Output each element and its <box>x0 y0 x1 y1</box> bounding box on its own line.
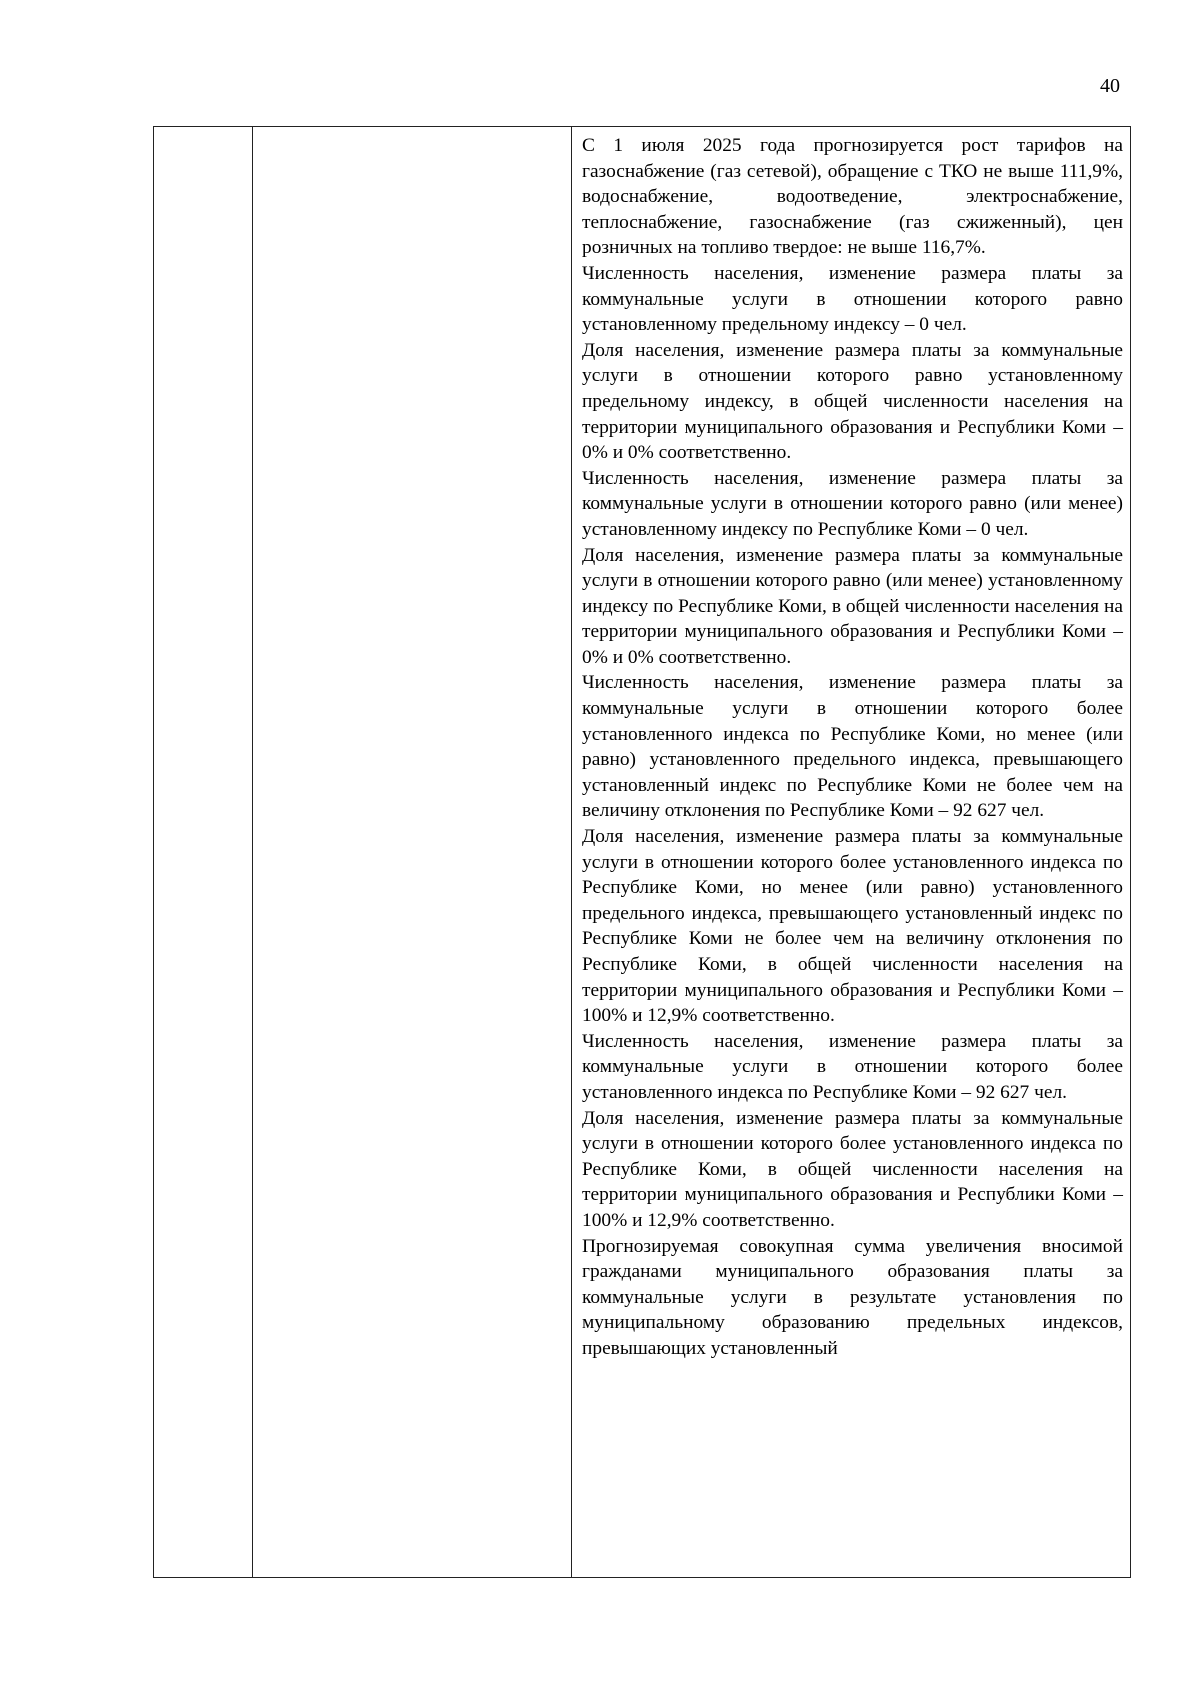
paragraph-tariff-growth: С 1 июля 2025 года прогнозируется рост тарифов на газоснабжение (газ сетевой), обращение с ТКО не выше 111,9%, водоснабжение, водоотведение, электроснабжение, теплоснабжение, газоснабжение (газ сжиженный), цен розничных на топливо твердое: не выше 116,7%. <box>582 135 1123 259</box>
paragraph-share-within-deviation: Доля населения, изменение размера платы за коммунальные услуги в отношении которого более установленного индекса по Республике Коми, но менее (или равно) установленного предельного индекса, превышающего установленный индекс по Республике Коми не более чем на величину отклонения по Республике Коми, в общей численности населения на территории муниципального образования и Республики Коми – 100% и 12,9% соответственно. <box>582 826 1123 1027</box>
paragraph-population-equal-or-less-index: Численность населения, изменение размера платы за коммунальные услуги в отношении которого равно (или менее) установленному индексу по Республике Коми – 0 чел. <box>582 467 1123 540</box>
paragraph-share-above-index: Доля населения, изменение размера платы за коммунальные услуги в отношении которого более установленного индекса по Республике Коми, в общей численности населения на территории муниципального образования и Республики Коми – 100% и 12,9% соответственно. <box>582 1107 1123 1231</box>
paragraph-population-above-index: Численность населения, изменение размера платы за коммунальные услуги в отношении которого более установленного индекса по Республике Коми – 92 627 чел. <box>582 1030 1123 1103</box>
paragraph-share-equal-or-less-index: Доля населения, изменение размера платы за коммунальные услуги в отношении которого равно (или менее) установленному индексу по Республике Коми, в общей численности населения на территории муниципального образования и Республики Коми – 0% и 0% соответственно. <box>582 544 1123 668</box>
paragraph-population-equal-limit: Численность населения, изменение размера платы за коммунальные услуги в отношении которого равно установленному предельному индексу – 0 чел. <box>582 262 1123 336</box>
document-table <box>153 126 1131 1578</box>
paragraph-share-equal-limit: Доля населения, изменение размера платы за коммунальные услуги в отношении которого равно установленному предельному индексу, в общей численности населения на территории муниципального образования и Республики Коми – 0% и 0% соответственно. <box>582 339 1123 464</box>
page-number: 40 <box>1100 75 1120 97</box>
column-divider-1 <box>252 127 253 1577</box>
right-cell-text <box>582 133 1123 1362</box>
column-divider-2 <box>571 127 572 1577</box>
paragraph-population-within-deviation: Численность населения, изменение размера платы за коммунальные услуги в отношении которого более установленного индекса по Республике Коми, но менее (или равно) установленного предельного индекса, превышающего установленный индекс по Республике Коми не более чем на величину отклонения по Республике Коми – 92 627 чел. <box>582 672 1123 822</box>
paragraph-forecast-total-increase: Прогнозируемая совокупная сумма увеличения вносимой гражданами муниципального образования платы за коммунальные услуги в результате установления по муниципальному образованию предельных индексов, превышающих установленный <box>582 1235 1123 1359</box>
